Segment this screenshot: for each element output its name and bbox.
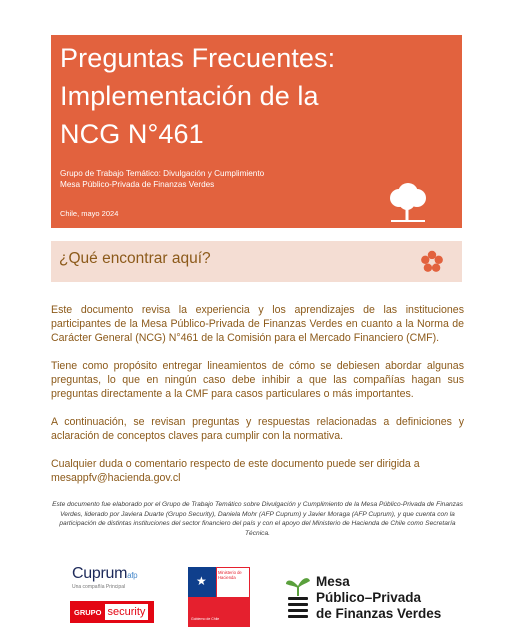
mesa-line-1: Mesa: [316, 574, 350, 589]
paragraph: Este documento revisa la experiencia y los aprendizajes de las instituciones participantes de la Mesa Público-Privada de Finanzas Verdes en cuanto a la Norma de Carácter General (NCG) N°461 de la Comisión para el Mercado Financiero (CMF).: [51, 304, 464, 344]
section-title: ¿Qué encontrar aquí?: [59, 250, 211, 267]
title-line-3: NCG N°461: [60, 119, 204, 149]
section-header: [51, 241, 462, 282]
title-line-2: Implementación de la: [60, 81, 319, 111]
cover-banner: [51, 35, 462, 228]
security-grupo: GRUPO: [74, 607, 102, 617]
paragraph: A continuación, se revisan preguntas y respuestas relacionadas a definiciones y aclaración de conceptos claves para cumplir con la normativa.: [51, 416, 464, 442]
paragraph: Tiene como propósito entregar lineamientos de cómo se debiesen abordar algunas preguntas, lo que en ningún caso debe inhibir a que las compañías hagan sus preguntas directamente a la CMF para casos particulares o más importantes.: [51, 360, 464, 400]
mesa-line-3: de Finanzas Verdes: [316, 606, 442, 621]
title-line-1: Preguntas Frecuentes:: [60, 43, 336, 73]
security-logo: [70, 601, 154, 623]
credit-note: Este documento fue elaborado por el Grupo de Trabajo Temático sobre Divulgación y Cumplimiento de la Mesa Público-Privada de Finanzas Verdes, liderado por Javiera Duarte (Grupo Security), Daniela Mohr (AFP Cuprum) y Javier Moraga (AFP Cuprum), y que cuenta con la participación de distintas instituciones del sector financiero del país y con el apoyo del Ministerio de Hacienda de Chile como Secretaría Técnica.: [52, 501, 463, 537]
flag-blue-block: [188, 567, 216, 597]
cuprum-tagline: Una compañía Principal: [72, 584, 126, 590]
mesa-line-2: Público–Privada: [316, 590, 422, 605]
flag-red-block: [188, 597, 250, 627]
tree-icon: [381, 182, 433, 224]
ministerio-line-2: Hacienda: [218, 575, 236, 580]
cuprum-afp: afp: [127, 571, 138, 580]
document-date: Chile, mayo 2024: [60, 209, 119, 218]
mesa-finanzas-verdes-logo: [285, 574, 465, 624]
ministerio-hacienda-logo: [188, 567, 250, 627]
security-word: security: [105, 604, 149, 620]
cuprum-logo: [72, 565, 137, 583]
cuprum-security-logo: [70, 565, 160, 625]
flower-icon: [420, 250, 444, 274]
ministerio-name: [218, 570, 250, 580]
subtitle-line-2: Mesa Público-Privada de Finanzas Verdes: [60, 180, 215, 189]
document-title: [60, 39, 440, 153]
cuprum-name: Cuprum: [72, 565, 128, 582]
subtitle-line-1: Grupo de Trabajo Temático: Divulgación y Cumplimiento: [60, 169, 265, 178]
mesa-name: [316, 574, 441, 622]
gobierno-label: Gobierno de Chile: [191, 617, 220, 621]
plant-icon: [285, 574, 311, 622]
ministerio-line-1: Ministerio de: [218, 570, 242, 575]
document-subtitle: [60, 168, 390, 190]
paragraph-contact: Cualquier duda o comentario respecto de este documento puede ser dirigida a mesappfv@hacienda.gov.cl: [51, 458, 420, 484]
star-icon: ★: [196, 574, 207, 588]
introduction-text: [51, 303, 464, 499]
